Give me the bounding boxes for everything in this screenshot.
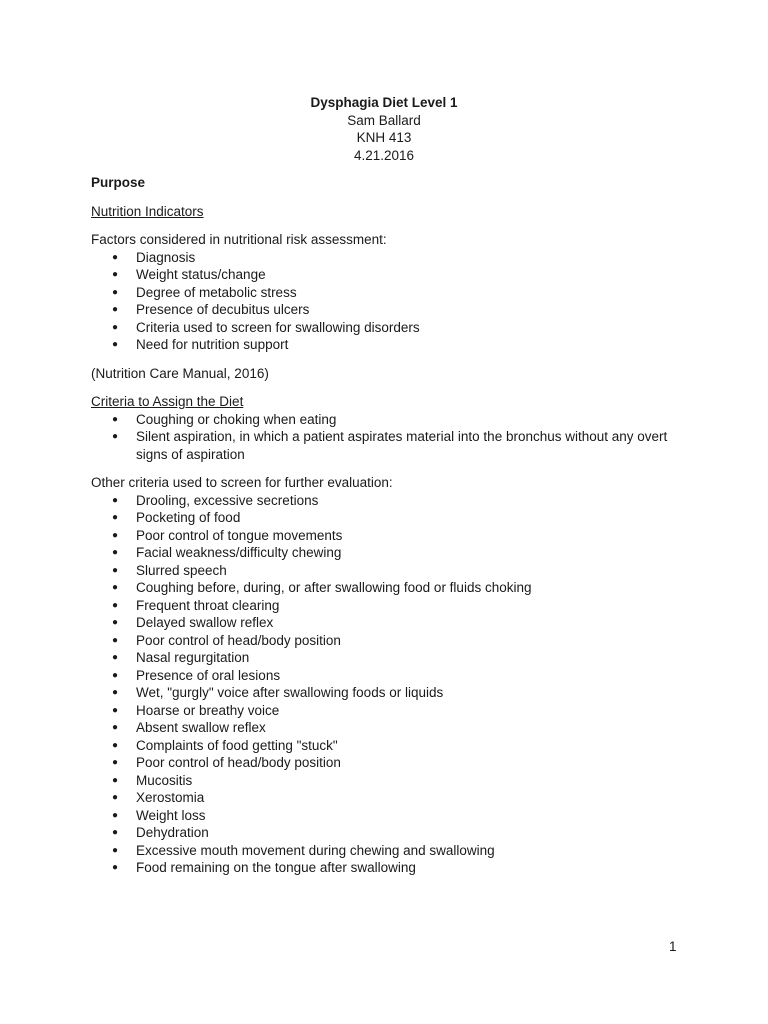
list-item bbox=[91, 842, 691, 860]
list-item bbox=[91, 859, 691, 877]
bullet-icon: ● bbox=[112, 547, 119, 558]
bullet-icon: ● bbox=[112, 792, 119, 803]
list-item-text: Poor control of head/body position bbox=[136, 632, 341, 648]
list-item-text: Drooling, excessive secretions bbox=[136, 492, 319, 508]
list-item bbox=[91, 684, 691, 702]
list-item-text: Presence of oral lesions bbox=[136, 667, 281, 683]
bullet-icon: ● bbox=[112, 757, 119, 768]
list-item-text: Coughing or choking when eating bbox=[136, 411, 337, 427]
nutrition-indicators-heading: Nutrition Indicators bbox=[91, 203, 204, 219]
bullet-icon: ● bbox=[112, 321, 119, 333]
list-item-text: Weight loss bbox=[136, 807, 206, 823]
list-item-text: Dehydration bbox=[136, 825, 209, 840]
list-item bbox=[91, 579, 691, 597]
bullet-icon: ● bbox=[112, 582, 119, 593]
bullet-icon: ● bbox=[112, 774, 119, 786]
bullet-icon: ● bbox=[112, 739, 119, 751]
list-item-text: Presence of decubitus ulcers bbox=[136, 302, 310, 317]
list-item bbox=[91, 266, 691, 284]
bullet-icon: ● bbox=[112, 564, 119, 576]
list-item bbox=[91, 702, 691, 720]
list-item bbox=[91, 667, 691, 685]
list-item-text: Degree of metabolic stress bbox=[136, 284, 297, 300]
list-item-text: Diagnosis bbox=[136, 249, 196, 265]
list-item bbox=[91, 527, 691, 545]
list-item-text: Slurred speech bbox=[136, 562, 227, 578]
bullet-icon: ● bbox=[112, 669, 119, 681]
list-item bbox=[91, 249, 691, 267]
bullet-icon: ● bbox=[112, 634, 119, 646]
list-item bbox=[91, 509, 691, 527]
bullet-icon: ● bbox=[112, 862, 119, 873]
list-item-text: Need for nutrition support bbox=[136, 337, 289, 352]
list-item bbox=[91, 411, 691, 429]
bullet-icon: ● bbox=[112, 269, 119, 280]
document-body bbox=[91, 174, 691, 877]
other-criteria-intro: Other criteria used to screen for further evaluation: bbox=[91, 475, 393, 490]
page-number: 1 bbox=[669, 939, 677, 954]
list-item bbox=[91, 737, 691, 755]
bullet-icon: ● bbox=[112, 304, 119, 315]
bullet-icon: ● bbox=[112, 617, 119, 628]
bullet-icon: ● bbox=[112, 339, 119, 350]
bullet-icon: ● bbox=[112, 704, 119, 716]
document-title: Dysphagia Diet Level 1 bbox=[310, 95, 458, 110]
list-item bbox=[91, 301, 691, 319]
list-item-text: Wet, "gurgly" voice after swallowing foods or liquids bbox=[136, 685, 444, 700]
list-item-text: Nasal regurgitation bbox=[136, 650, 250, 665]
citation: (Nutrition Care Manual, 2016) bbox=[91, 365, 269, 381]
list-item-text: Silent aspiration, in which a patient aspirates material into the bronchus without any overt signs of aspiration bbox=[136, 429, 668, 462]
list-item bbox=[91, 614, 691, 632]
list-item-text: Criteria used to screen for swallowing disorders bbox=[136, 319, 420, 335]
bullet-icon: ● bbox=[112, 529, 119, 541]
list-item bbox=[91, 544, 691, 562]
document-header bbox=[0, 94, 768, 164]
author-name: Sam Ballard bbox=[347, 112, 421, 128]
bullet-icon: ● bbox=[112, 431, 119, 442]
list-item-text: Facial weakness/difficulty chewing bbox=[136, 545, 342, 560]
other-criteria-list bbox=[91, 492, 691, 877]
list-item-text: Pocketing of food bbox=[136, 510, 241, 525]
bullet-icon: ● bbox=[112, 512, 119, 523]
list-item bbox=[91, 492, 691, 510]
list-item bbox=[91, 719, 691, 737]
bullet-icon: ● bbox=[112, 687, 119, 698]
bullet-icon: ● bbox=[112, 413, 119, 425]
list-item bbox=[91, 772, 691, 790]
list-item-text: Coughing before, during, or after swallowing food or fluids choking bbox=[136, 580, 532, 595]
bullet-icon: ● bbox=[112, 827, 119, 838]
course-code: KNH 413 bbox=[356, 130, 412, 145]
list-item-text: Poor control of head/body position bbox=[136, 755, 341, 770]
list-item-text: Complaints of food getting "stuck" bbox=[136, 737, 338, 753]
list-item bbox=[91, 649, 691, 667]
bullet-icon: ● bbox=[112, 251, 119, 263]
criteria-heading: Criteria to Assign the Diet bbox=[91, 394, 244, 409]
list-item bbox=[91, 597, 691, 615]
list-item-text: Xerostomia bbox=[136, 790, 205, 805]
list-item-text: Poor control of tongue movements bbox=[136, 527, 343, 543]
bullet-icon: ● bbox=[112, 599, 119, 611]
list-item bbox=[91, 754, 691, 772]
bullet-icon: ● bbox=[112, 286, 119, 298]
list-item bbox=[91, 632, 691, 650]
list-item-text: Excessive mouth movement during chewing and swallowing bbox=[136, 842, 495, 858]
list-item bbox=[91, 319, 691, 337]
purpose-heading: Purpose bbox=[91, 175, 146, 190]
list-item-text: Mucositis bbox=[136, 772, 193, 788]
list-item-text: Frequent throat clearing bbox=[136, 597, 280, 613]
document-date: 4.21.2016 bbox=[353, 147, 415, 163]
criteria-list bbox=[91, 411, 691, 464]
list-item bbox=[91, 824, 691, 842]
list-item bbox=[91, 562, 691, 580]
bullet-icon: ● bbox=[112, 722, 119, 733]
list-item bbox=[91, 807, 691, 825]
bullet-icon: ● bbox=[112, 652, 119, 663]
nutrition-indicators-intro: Factors considered in nutritional risk assessment: bbox=[91, 232, 387, 247]
nutrition-indicators-list bbox=[91, 249, 691, 354]
list-item-text: Food remaining on the tongue after swallowing bbox=[136, 860, 416, 875]
bullet-icon: ● bbox=[112, 809, 119, 821]
list-item bbox=[91, 789, 691, 807]
bullet-icon: ● bbox=[112, 844, 119, 856]
list-item bbox=[91, 428, 691, 463]
list-item bbox=[91, 284, 691, 302]
list-item bbox=[91, 336, 691, 354]
list-item-text: Hoarse or breathy voice bbox=[136, 702, 280, 718]
bullet-icon: ● bbox=[112, 494, 119, 506]
list-item-text: Delayed swallow reflex bbox=[136, 615, 274, 630]
list-item-text: Weight status/change bbox=[136, 267, 266, 282]
list-item-text: Absent swallow reflex bbox=[136, 720, 266, 735]
